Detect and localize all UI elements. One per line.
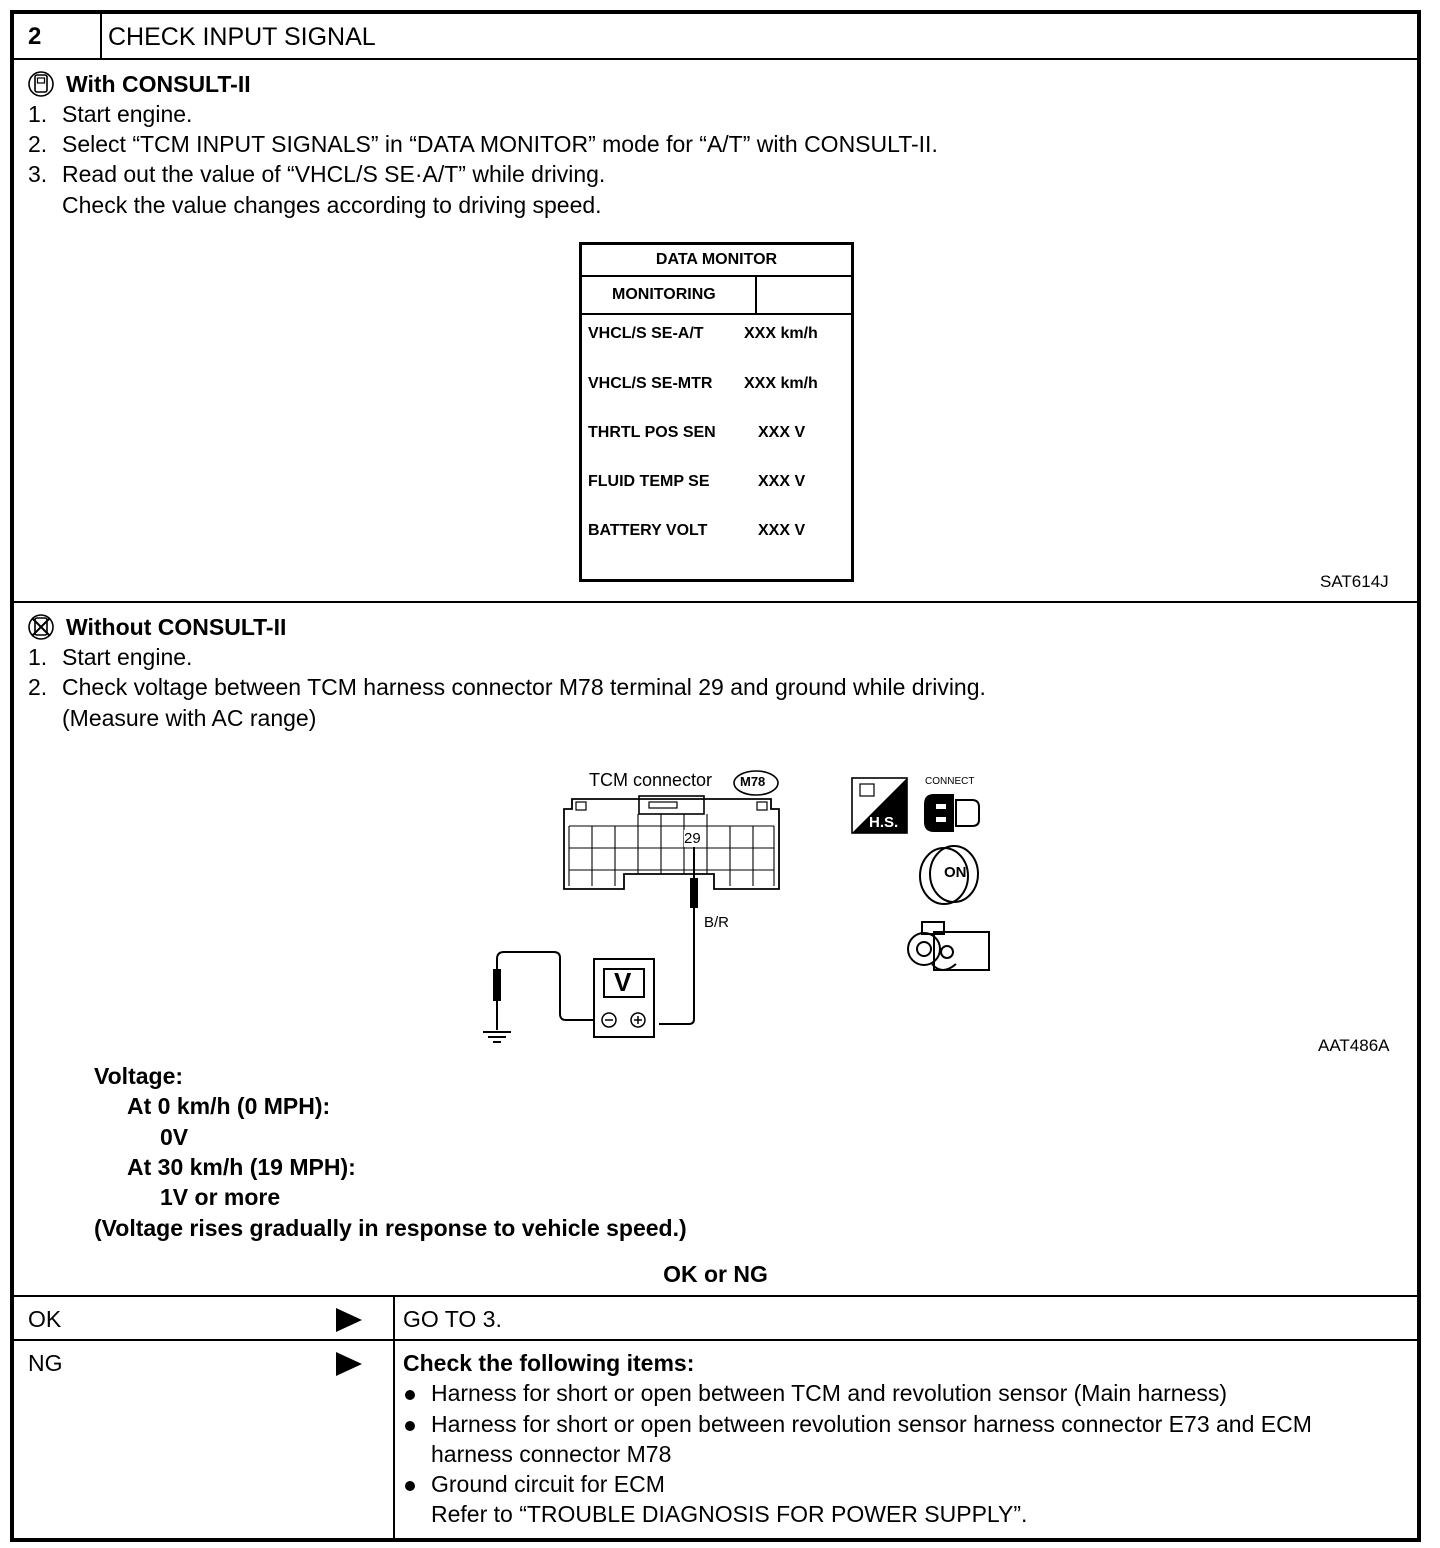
bullet-icon (405, 1481, 415, 1491)
with-consult-step-3-continuation: Check the value changes according to driving speed. (62, 192, 602, 218)
divider (582, 275, 851, 277)
monitor-item-value: XXX V (758, 424, 806, 441)
spec-line: 0V (160, 1124, 189, 1150)
arrow-right-icon (336, 1352, 362, 1381)
ng-item (405, 1409, 1312, 1439)
bullet-icon (405, 1421, 415, 1431)
figure-id: SAT614J (1320, 572, 1389, 591)
divider (14, 1295, 1417, 1297)
step-number: 2 (28, 23, 42, 50)
ng-item (405, 1378, 1227, 1408)
ng-item-text: Harness for short or open between revolution sensor harness connector E73 and ECM (431, 1411, 1312, 1437)
step-number: 2. (28, 674, 48, 700)
step-number: 3. (28, 161, 48, 187)
divider (14, 58, 1417, 60)
ng-label: NG (28, 1350, 63, 1376)
ng-item (405, 1469, 665, 1499)
step-text: Read out the value of “VHCL/S SE·A/T” while driving. (62, 161, 606, 187)
without-consult-step-1 (28, 642, 192, 672)
divider (393, 1295, 395, 1538)
step-text: Start engine. (62, 101, 193, 127)
step-text: Start engine. (62, 644, 193, 670)
tcm-connector-diagram (464, 754, 1004, 1044)
divider (14, 601, 1417, 603)
connector-id: M78 (740, 774, 766, 789)
key-on-label: ON (944, 864, 967, 881)
step-number: 1. (28, 101, 48, 127)
spec-line: At 30 km/h (19 MPH): (127, 1154, 356, 1180)
result-prompt: OK or NG (663, 1261, 768, 1287)
ok-action: GO TO 3. (403, 1306, 502, 1332)
divider (582, 313, 851, 315)
monitor-item-value: XXX V (758, 522, 806, 539)
ng-heading: Check the following items: (403, 1350, 695, 1376)
with-consult-step-1 (28, 99, 192, 129)
spec-heading: Voltage: (94, 1063, 184, 1089)
divider (14, 1339, 1417, 1341)
step-text: Check voltage between TCM harness connector M78 terminal 29 and ground while driving. (62, 674, 986, 700)
data-monitor-subtitle: MONITORING (612, 286, 716, 303)
divider (755, 275, 757, 313)
without-consult-step-2-continuation: (Measure with AC range) (62, 705, 317, 731)
terminal-number: 29 (684, 830, 701, 847)
monitor-item-value: XXX km/h (744, 375, 818, 392)
spec-line: 1V or more (160, 1184, 281, 1210)
spec-line: At 0 km/h (0 MPH): (127, 1093, 331, 1119)
figure-id: AAT486A (1318, 1036, 1390, 1055)
spec-note: (Voltage rises gradually in response to vehicle speed.) (94, 1215, 687, 1241)
monitor-item-label: BATTERY VOLT (588, 522, 708, 539)
hs-label: H.S. (869, 814, 899, 831)
with-consult-heading: With CONSULT-II (66, 71, 251, 97)
step-text: Select “TCM INPUT SIGNALS” in “DATA MONITOR” mode for “A/T” with CONSULT-II. (62, 131, 938, 157)
step-number: 2. (28, 131, 48, 157)
with-consult-step-2 (28, 129, 938, 159)
data-monitor-screen (579, 242, 854, 582)
monitor-item-label: FLUID TEMP SE (588, 473, 710, 490)
step-number: 1. (28, 644, 48, 670)
meter-symbol: V (614, 967, 632, 997)
ng-item-continuation: harness connector M78 (431, 1441, 672, 1467)
connect-label: CONNECT (925, 776, 975, 787)
wire-color-label: B/R (704, 914, 730, 931)
monitor-item-label: VHCL/S SE-MTR (588, 375, 713, 392)
connector-label: TCM connector (589, 770, 713, 790)
monitor-item-value: XXX km/h (744, 325, 818, 342)
step-title: CHECK INPUT SIGNAL (108, 23, 376, 51)
ok-label: OK (28, 1306, 62, 1332)
monitor-item-label: THRTL POS SEN (588, 424, 716, 441)
with-consult-step-3 (28, 159, 605, 189)
ng-item-text: Harness for short or open between TCM and revolution sensor (Main harness) (431, 1380, 1228, 1406)
bullet-icon (405, 1390, 415, 1400)
ng-item-text: Ground circuit for ECM (431, 1471, 665, 1497)
monitor-item-value: XXX V (758, 473, 806, 490)
without-consult-step-2 (28, 672, 986, 702)
data-monitor-title: DATA MONITOR (655, 251, 778, 268)
monitor-item-label: VHCL/S SE-A/T (588, 325, 704, 342)
without-consult-heading: Without CONSULT-II (66, 614, 287, 640)
procedure-frame (10, 10, 1421, 1542)
arrow-right-icon (336, 1308, 362, 1337)
ng-item-continuation: Refer to “TROUBLE DIAGNOSIS FOR POWER SUPPLY”. (431, 1501, 1028, 1527)
